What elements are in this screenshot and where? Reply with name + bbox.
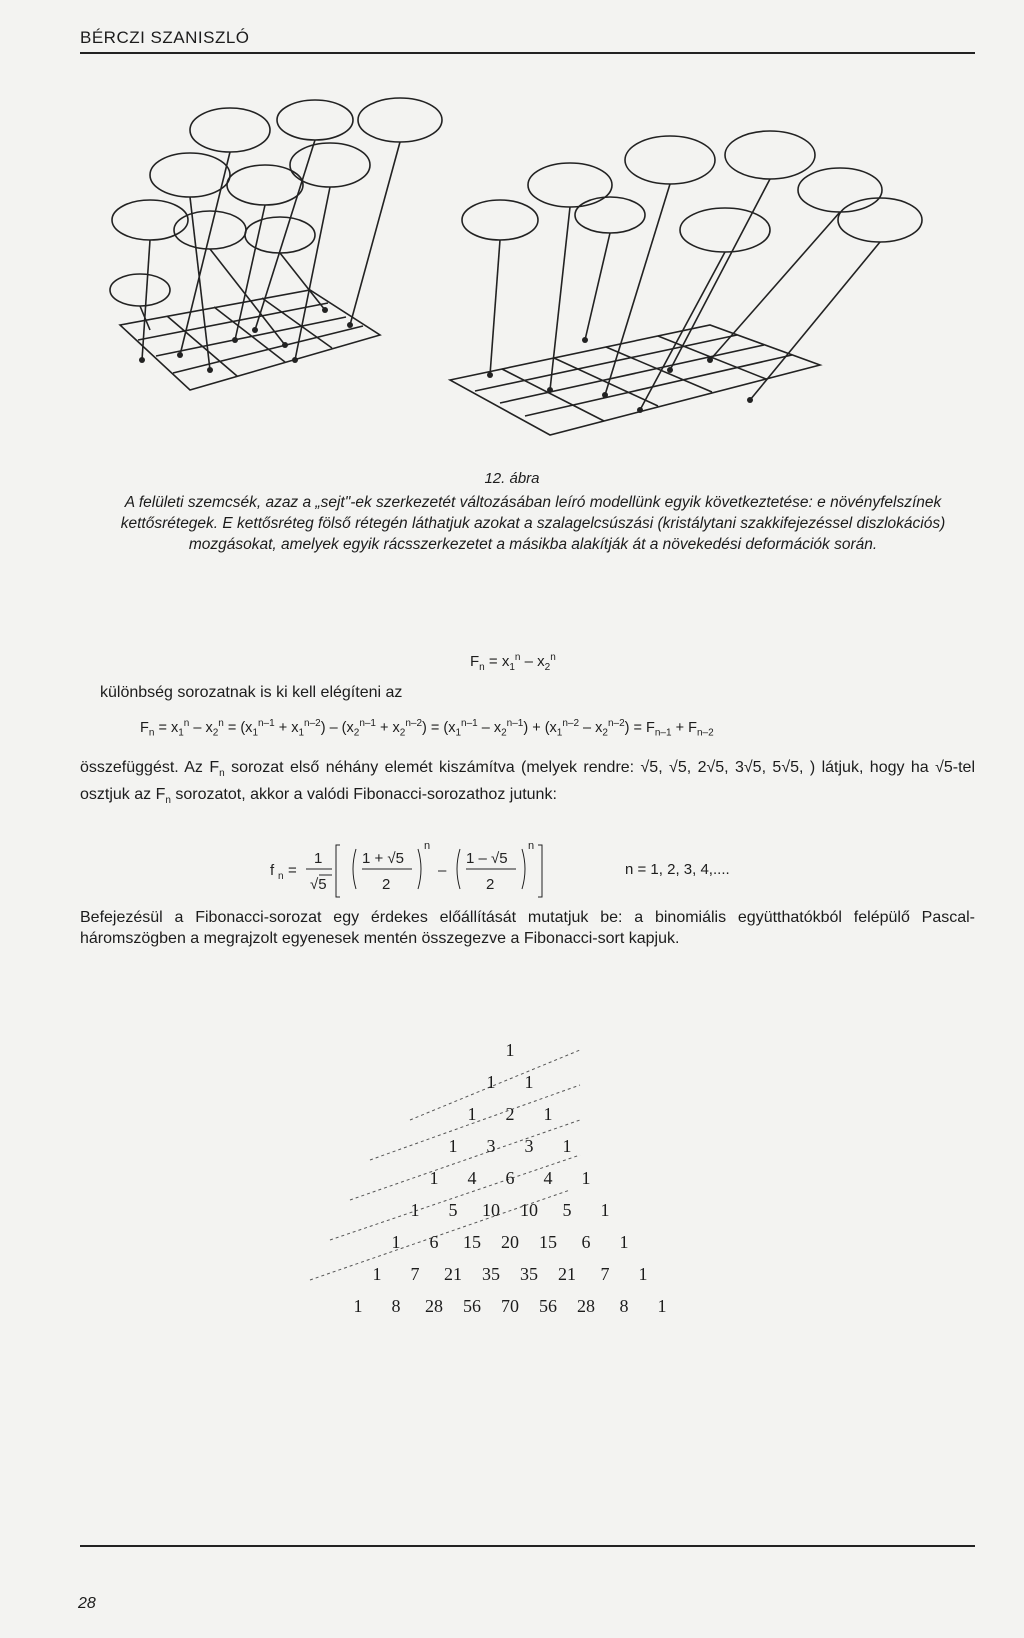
running-header: BÉRCZI SZANISZLÓ (80, 28, 250, 47)
paragraph-sequence: összefüggést. Az $F_n$ sorozat első néhány elemét kiszámítva (melyek rendre: √5, √5, 2√5, 3√5, 5√5, ) látjuk, hogy ha √5-tel osztjuk az $F_n$ sorozatot, akkor a valódi Fibonacci-sorozathoz jutunk: (80, 759, 975, 807)
svg-text:n: n (278, 871, 284, 882)
svg-text:2: 2 (486, 876, 495, 893)
intro-text: különbség sorozatnak is ki kell elégíteni az (100, 684, 403, 701)
right-grid-surface (450, 325, 820, 435)
pascal-row-0: 1 (505, 1040, 515, 1060)
left-cells (110, 98, 442, 370)
page-number: 28 (78, 1595, 96, 1612)
para1-rest: sorozat első néhány elemét kiszámítva (melyek rendre: √5, √5, 2√5, 3√5, 5√5, ) látjuk, hogy ha √5-tel osztjuk az F (80, 759, 975, 804)
formula-binet (270, 835, 610, 905)
svg-text:√5: √5 (310, 876, 327, 893)
pascal-triangle (250, 1040, 770, 1340)
svg-text:=: = (288, 862, 297, 879)
para1-end: sorozatot, akkor a valódi Fibonacci-sorozathoz jutunk: (175, 786, 557, 804)
pascal-row-3: 1 3 3 1 (448, 1136, 572, 1156)
svg-text:f: f (270, 862, 275, 879)
figure-caption: A felületi szemcsék, azaz a „sejt"-ek szerkezetét változásában leíró modellünk egyik következtetése: e növényfelszínek kettősrétegek. E kettősréteg fölső rétegén láthatjuk azokat a szalagelcsúszási (kristálytani szakkifejezéssel diszlokációs) mozgásokat, amelyek egyik rácsszerkezetet a másikba alakítják át a növekedési deformációk során. (120, 494, 946, 553)
header-rule (80, 52, 975, 54)
pascal-row-1: 1 1 (486, 1072, 534, 1092)
svg-text:1: 1 (314, 850, 323, 867)
pascal-row-4: 1 4 6 4 1 (429, 1168, 591, 1188)
cell-model-figure (80, 90, 980, 470)
svg-text:2: 2 (382, 876, 391, 893)
closing-paragraph: Befejezésül a Fibonacci-sorozat egy érdekes előállítását mutatjuk be: a binomiális együtthatókból felépülő Pascal-háromszögben a megrajzolt egyenesek mentén összegezve a Fibonacci-sort kapjuk. (80, 909, 975, 947)
svg-text:1 – √5: 1 – √5 (466, 850, 508, 867)
svg-text:n: n (424, 840, 431, 852)
connect-text: összefüggést. Az F (80, 759, 220, 776)
right-cells (462, 131, 922, 410)
svg-text:n: n (528, 840, 535, 852)
pascal-row-6: 1 6 15 20 15 6 1 (391, 1232, 629, 1252)
formula-difference: $F_n = x_1^n - x_2^n$ (470, 652, 556, 673)
left-grid-surface (120, 290, 380, 390)
svg-text:1 + √5: 1 + √5 (362, 850, 405, 867)
pascal-row-2: 1 2 1 (467, 1104, 553, 1124)
footer-rule (80, 1545, 975, 1547)
pascal-row-5: 1 5 10 10 5 1 (410, 1200, 610, 1220)
pascal-row-7: 1 7 21 35 35 21 7 1 (372, 1264, 648, 1284)
formula-recurrence: $F_n = x_1^n - x_2^n = (x_1^{n-1} + x_1^{n-2}) - (x_2^{n-1} + x_2^{n-2}) = (x_1^{n-1} - x_2^{n-1}) + (x_1^{n-2} - x_2^{n-2}) = F_{n-1} + F_{n-2}$ (140, 718, 714, 739)
svg-text:–: – (438, 862, 447, 879)
pascal-row-8: 1 8 28 56 70 56 28 8 1 (353, 1296, 667, 1316)
figure-number: 12. ábra (484, 470, 540, 487)
n-range: n = 1, 2, 3, 4,.... (625, 861, 730, 878)
